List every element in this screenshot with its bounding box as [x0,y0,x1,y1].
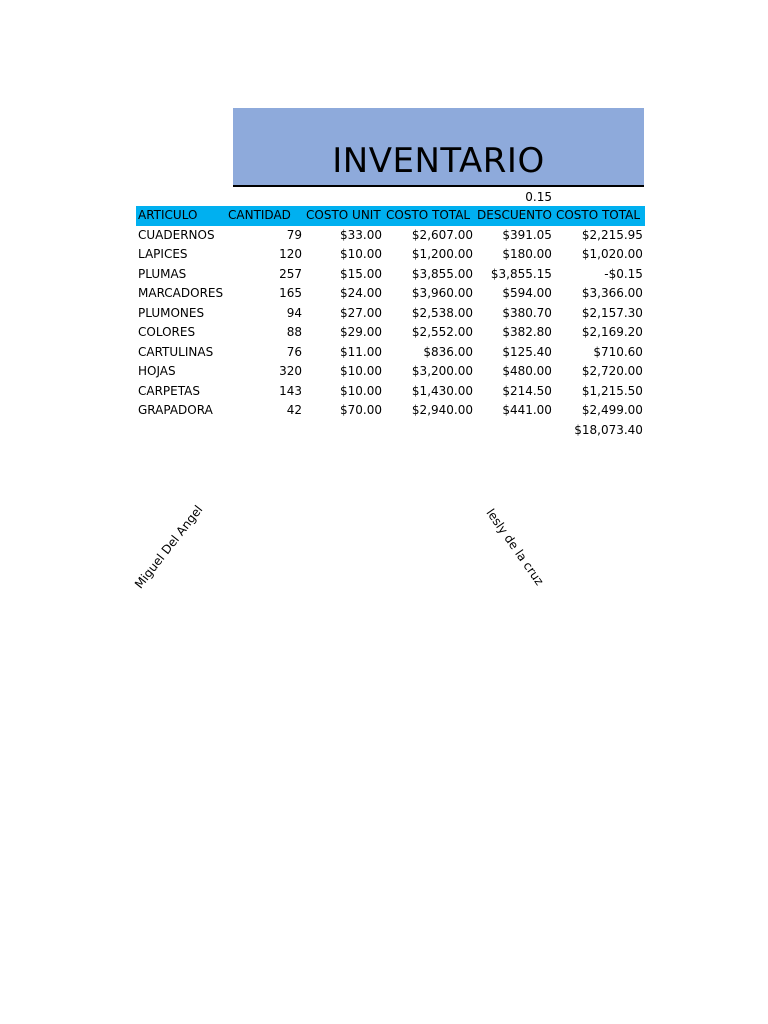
cell-costo-total[interactable]: $2,538.00 [411,305,473,320]
table-row [136,343,645,363]
cell-descuento[interactable]: $125.40 [502,344,552,359]
cell-costo-total-final[interactable]: $2,499.00 [581,403,643,417]
cell-cantidad[interactable]: 165 [279,286,302,300]
cell-descuento[interactable]: $594.00 [502,286,552,300]
table-row [136,226,645,246]
cell-cantidad[interactable]: 257 [279,266,302,281]
cell-cantidad[interactable]: 79 [286,227,302,242]
cell-descuento[interactable]: $480.00 [502,364,552,378]
cell-cantidad[interactable]: 88 [286,325,302,339]
cell-costo-total-final[interactable]: $1,215.50 [581,383,643,398]
cell-descuento[interactable]: $441.00 [502,403,552,417]
cell-cantidad[interactable]: 94 [286,305,302,320]
cell-articulo[interactable]: CUADERNOS [138,227,215,242]
header-costo-total-final[interactable]: COSTO TOTAL [555,208,641,222]
cell-costo-unit[interactable]: $10.00 [340,383,382,398]
empty-cell[interactable] [384,421,475,441]
cell-descuento[interactable]: $180.00 [502,247,552,261]
cell-costo-unit[interactable]: $24.00 [340,286,382,300]
cell-articulo[interactable]: CARPETAS [138,383,200,398]
cell-costo-total-final[interactable]: $2,720.00 [581,364,643,378]
cell-costo-unit[interactable]: $27.00 [340,305,382,320]
table-row [136,362,645,382]
cell-costo-total[interactable]: $3,960.00 [411,286,473,300]
cell-articulo[interactable]: LAPICES [138,247,188,261]
header-row [136,206,645,226]
cell-costo-total[interactable]: $2,552.00 [411,325,473,339]
cell-costo-total-final[interactable]: $1,020.00 [581,247,643,261]
empty-cell[interactable] [475,421,554,441]
cell-articulo[interactable]: COLORES [138,325,196,339]
discount-rate-cell[interactable]: 0.15 [525,190,552,204]
empty-cell[interactable] [136,421,226,441]
cell-descuento[interactable]: $382.80 [502,325,552,339]
signature-right: lesly de la cruz [483,506,547,588]
cell-costo-unit[interactable]: $15.00 [340,266,382,281]
cell-costo-total-final[interactable]: -$0.15 [604,266,643,281]
cell-articulo[interactable]: HOJAS [138,364,176,378]
cell-articulo[interactable]: GRAPADORA [138,403,213,417]
cell-costo-total[interactable]: $3,855.00 [411,266,473,281]
cell-costo-total[interactable]: $3,200.00 [411,364,473,378]
cell-costo-total[interactable]: $1,200.00 [411,247,473,261]
table-row [136,382,645,402]
cell-costo-unit[interactable]: $70.00 [340,403,382,417]
header-cantidad[interactable]: CANTIDAD [228,208,291,222]
table-row [136,284,645,304]
signature-left: Miguel Del Angel [131,502,206,592]
header-costo-unit[interactable]: COSTO UNIT [306,208,381,222]
cell-descuento[interactable]: $3,855.15 [490,266,552,281]
cell-costo-unit[interactable]: $10.00 [340,364,382,378]
cell-costo-total-final[interactable]: $710.60 [593,344,643,359]
cell-costo-total-final[interactable]: $2,215.95 [581,227,643,242]
grand-total-cell[interactable]: $18,073.40 [574,422,643,437]
table-row [136,323,645,343]
cell-descuento[interactable]: $214.50 [502,383,552,398]
cell-costo-total[interactable]: $2,940.00 [411,403,473,417]
table-row [136,304,645,324]
table-row [136,245,645,265]
cell-costo-total[interactable]: $2,607.00 [411,227,473,242]
cell-descuento[interactable]: $391.05 [502,227,552,242]
header-descuento[interactable]: DESCUENTO [477,208,552,222]
header-articulo[interactable]: ARTICULO [138,208,198,222]
cell-costo-unit[interactable]: $33.00 [340,227,382,242]
cell-descuento[interactable]: $380.70 [502,305,552,320]
cell-articulo[interactable]: PLUMONES [138,305,205,320]
page-title: INVENTARIO [332,141,545,181]
cell-costo-unit[interactable]: $11.00 [340,344,382,359]
cell-costo-total-final[interactable]: $3,366.00 [581,286,643,300]
cell-cantidad[interactable]: 320 [279,364,302,378]
cell-costo-total-final[interactable]: $2,169.20 [581,325,643,339]
header-costo-total[interactable]: COSTO TOTAL [386,208,471,222]
inventory-table [136,206,645,440]
cell-costo-unit[interactable]: $10.00 [340,247,382,261]
cell-costo-total-final[interactable]: $2,157.30 [581,305,643,320]
empty-cell[interactable] [304,421,384,441]
cell-articulo[interactable]: PLUMAS [138,266,187,281]
cell-costo-total[interactable]: $1,430.00 [411,383,473,398]
cell-articulo[interactable]: MARCADORES [138,286,224,300]
table-row [136,265,645,285]
cell-costo-unit[interactable]: $29.00 [340,325,382,339]
cell-cantidad[interactable]: 76 [286,344,302,359]
empty-cell[interactable] [226,421,304,441]
title-band [233,108,644,187]
table-row [136,401,645,421]
cell-cantidad[interactable]: 42 [286,403,302,417]
cell-articulo[interactable]: CARTULINAS [138,344,214,359]
cell-costo-total[interactable]: $836.00 [423,344,473,359]
grand-total-row [136,421,645,441]
cell-cantidad[interactable]: 143 [279,383,302,398]
cell-cantidad[interactable]: 120 [279,247,302,261]
